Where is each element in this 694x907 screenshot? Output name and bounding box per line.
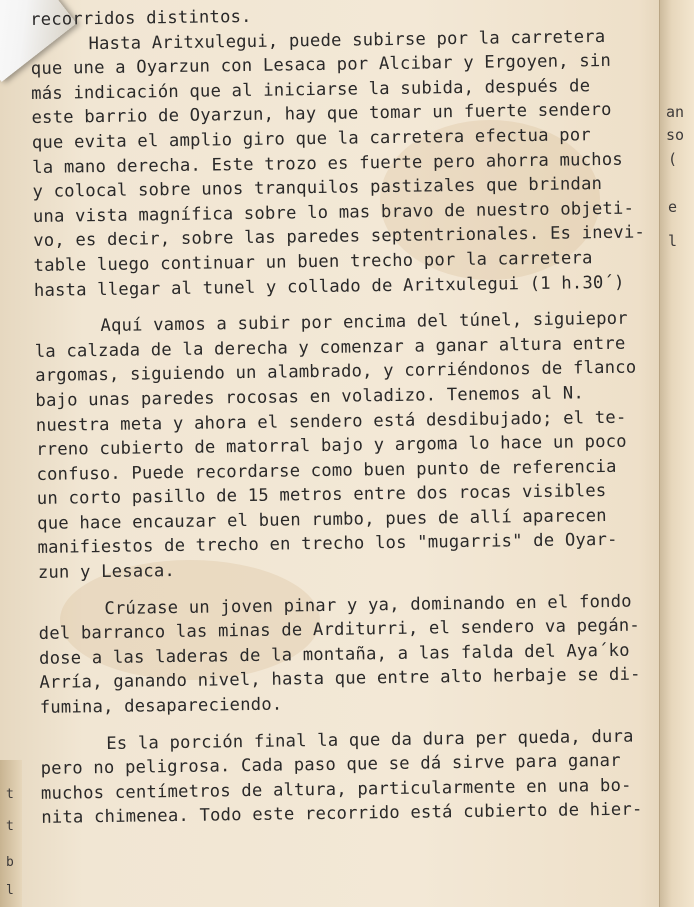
text-line: bajo unas paredes rocosas en voladizo. Tenemos al N. [35,383,585,411]
text-line: Crúzase un joven pinar y ya, dominando en el fondo [104,591,632,619]
margin-fragment: t [6,819,14,834]
adjacent-page-edge-left [0,760,22,907]
text-line: que hace encauzar el buen rumbo, pues de allí aparecen [37,505,607,534]
text-line: que une a Oyarzun con Lesaca por Alcibar y Ergoyen, sin [30,51,612,80]
text-line: Es la porción final la que da dura per queda, dura [106,726,634,754]
text-line: hasta llegar al tunel y collado de Aritxulegui (1 h.30´) [33,272,625,301]
text-line: vo, es decir, sobre las paredes septentrionales. Es inevi- [33,222,646,252]
text-line: un corto pasillo de 15 metros entre dos rocas visibles [36,481,607,510]
text-line: Arría, ganando nivel, hasta que entre alto herbaje se di- [39,664,641,694]
text-line: Hasta Aritxulegui, puede subirse por la carretera [88,26,606,54]
margin-fragment: t [6,787,14,802]
text-line: zun y Lesaca. [37,561,176,584]
text-line: fumina, desapareciendo. [39,694,283,718]
text-line: manifiestos de trecho en trecho los "mugarris" de Oyar- [37,530,618,559]
text-line: nuestra meta y ahora el sendero está desdibujado; el te- [35,407,627,436]
text-line: nita chimenea. Todo este recorrido está cubierto de hier- [41,799,643,829]
text-line: dose a las laderas de la montaña, a las falda del Aya´ko [38,640,630,669]
text-line: que evita el amplio giro que la carretera efectua por [31,125,592,153]
margin-fragment: an [666,103,685,121]
text-line: del barranco las minas de Arditurri, el sendero va pegán- [38,615,641,645]
margin-fragment: l [6,883,14,898]
text-line: muchos centímetros de altura, particularmente en una bo- [40,775,632,804]
text-line: rreno cubierto de matorral bajo y argoma lo hace un poco [36,431,627,461]
text-line: y colocal sobre unos tranquilos pastizales que brindan [32,174,603,203]
text-line: pero no peligrosa. Cada paso que se dá sirve para ganar [40,751,621,780]
margin-fragment: l [668,232,678,250]
margin-fragment: ( [668,150,678,168]
text-line: más indicación que al iniciarse la subida, después de [31,75,591,104]
typewritten-text [30,0,673,831]
text-line: una vista magnífica sobre lo mas bravo de nuestro objeti- [32,198,635,227]
text-line: argomas, siguiendo un alambrado, y corriéndonos de flanco [35,357,637,387]
margin-fragment: e [668,198,678,216]
text-line: este barrio de Oyarzun, hay que tomar un fuerte sendero [31,100,612,129]
text-line: table luego continuar un buen trecho por la carretera [33,248,593,276]
text-line: confuso. Puede recordarse como buen punto de referencia [36,456,617,485]
text-line: recorridos distintos. [30,6,252,30]
margin-fragment: so [666,126,685,144]
text-line: la mano derecha. Este trozo es fuerte pero ahorra muchos [32,149,623,178]
text-line: la calzada de la derecha y comenzar a ganar altura entre [34,333,626,362]
text-line: Aquí vamos a subir por encima del túnel, siguiepor [100,308,628,337]
margin-fragment: b [6,855,14,870]
